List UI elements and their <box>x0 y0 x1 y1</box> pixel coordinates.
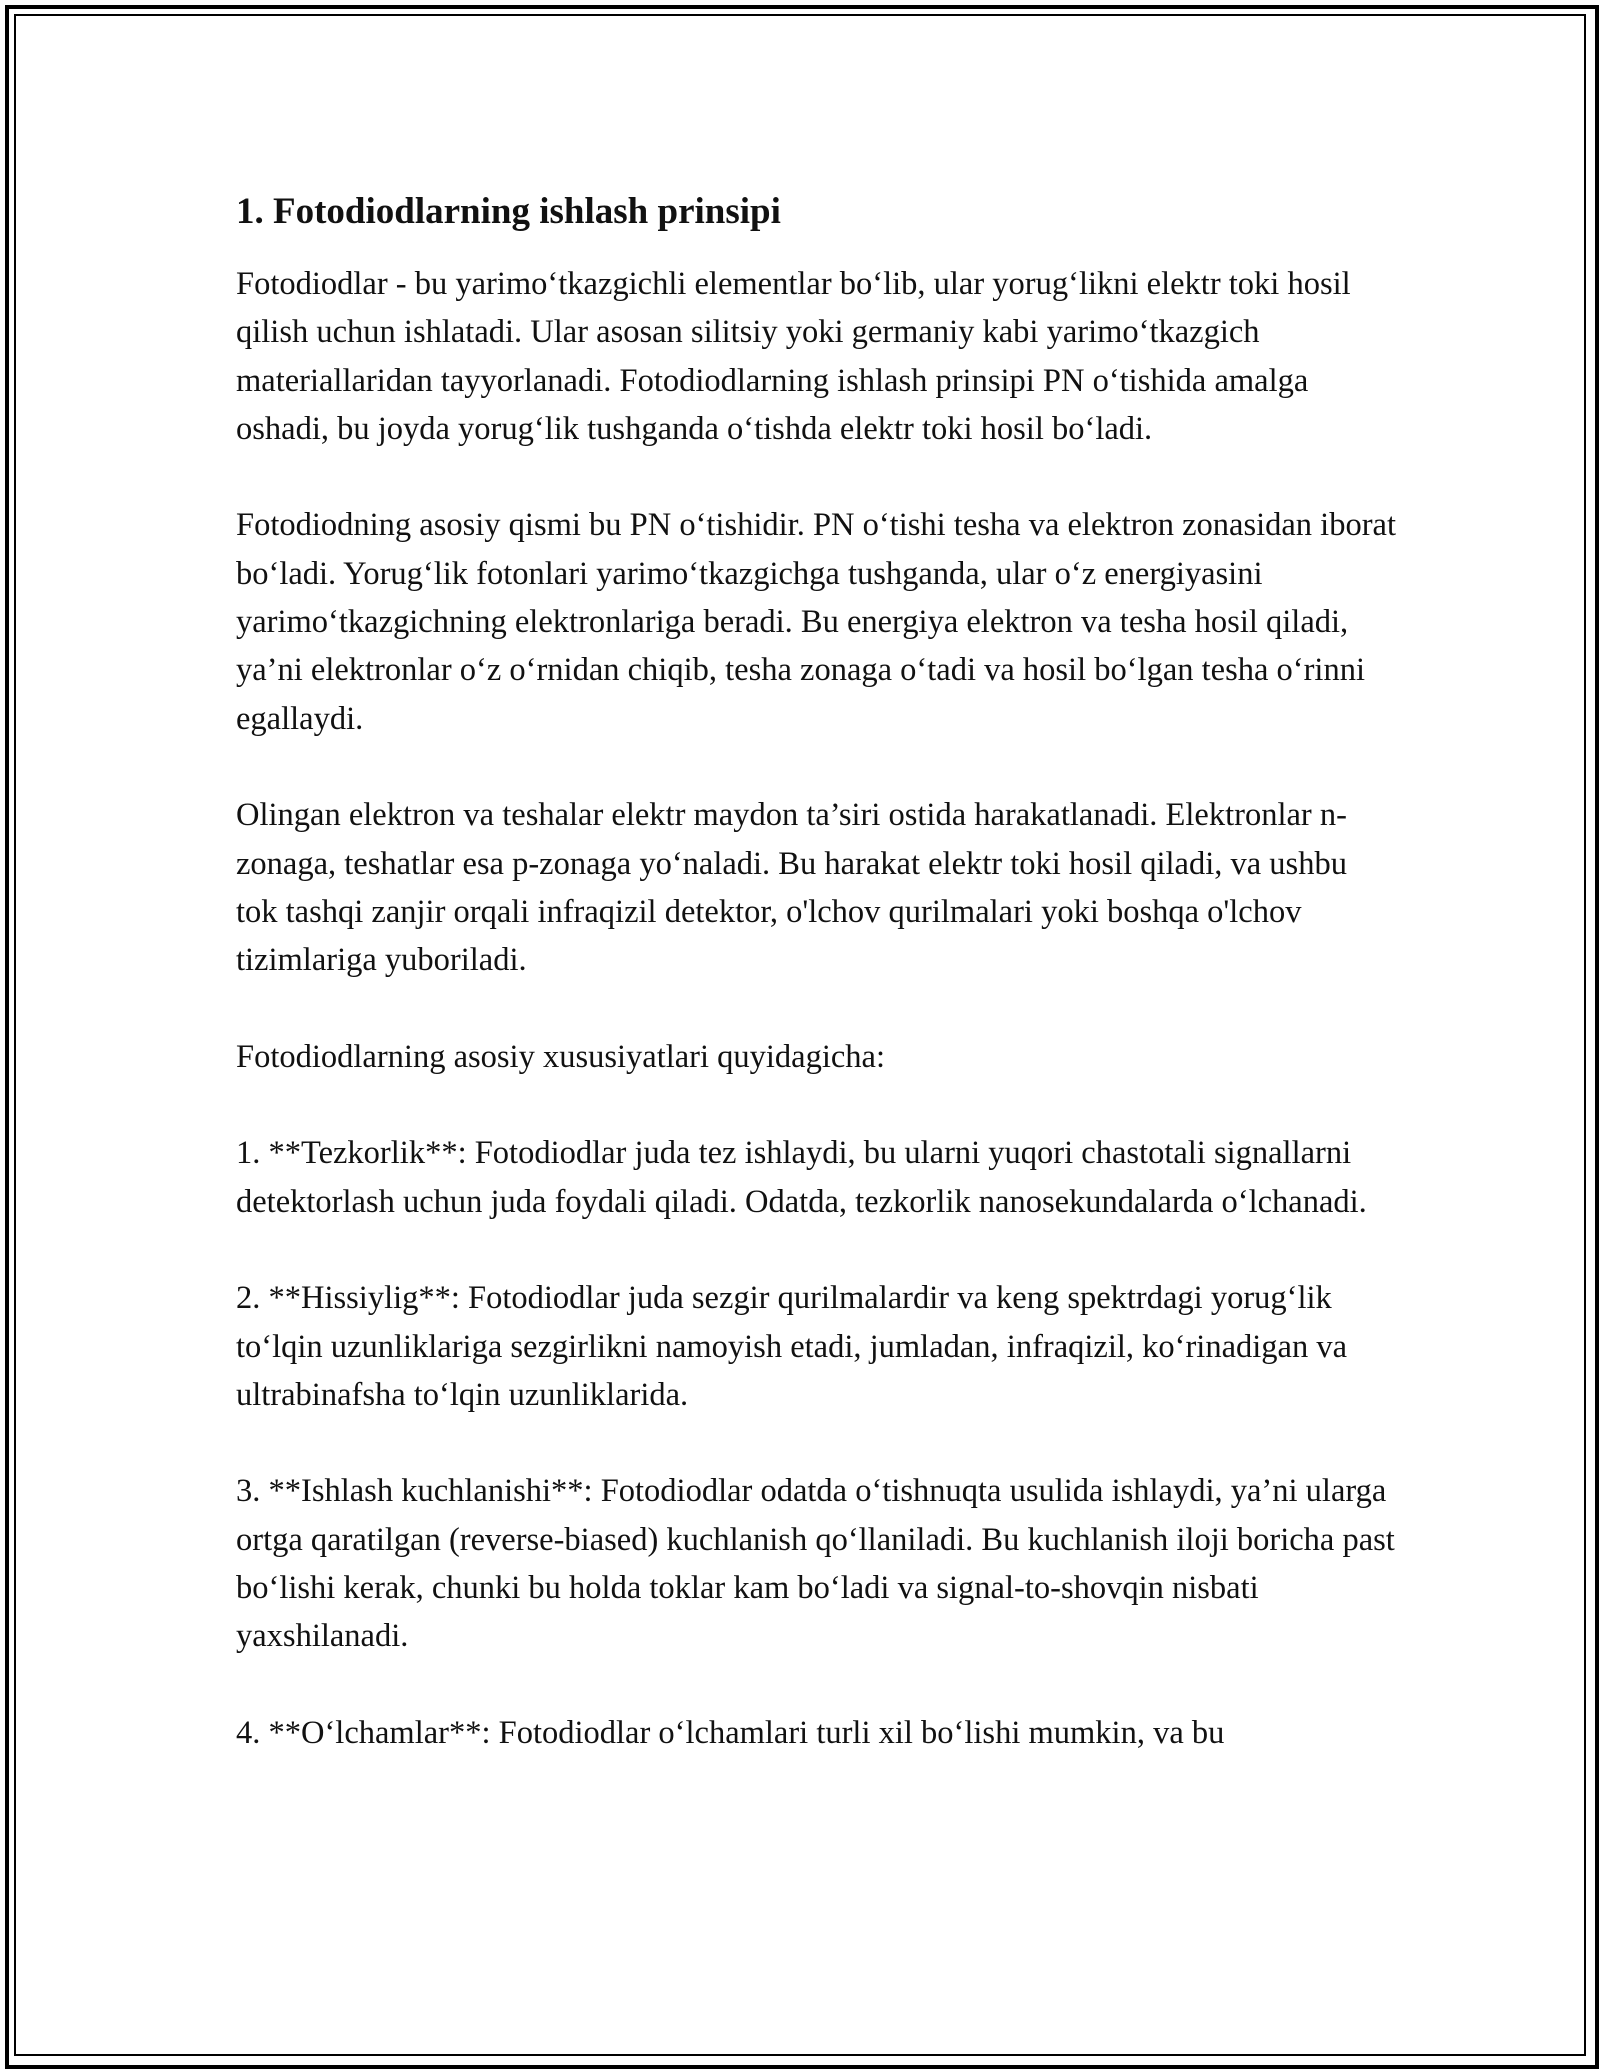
list-item-2: 2. **Hissiylig**: Fotodiodlar juda sezgir qurilmalardir va keng spektrdagi yorug‘lik to‘lqin uzunliklariga sezgirlikni namoyish etadi, jumladan, infraqizil, ko‘rinadigan va ultrabinafsha to‘lqin uzunliklarida. <box>236 1280 1348 1413</box>
paragraph-2: Fotodiodning asosiy qismi bu PN o‘tishidir. PN o‘tishi tesha va elektron zonasidan iborat bo‘ladi. Yorug‘lik fotonlari yarimo‘tkazgichga tushganda, ular o‘z energiyasini yarimo‘tkazgichning elektronlariga beradi. Bu energiya elektron va tesha hosil qiladi, ya’ni elektronlar o‘z o‘rnidan chiqib, tesha zonaga o‘tadi va hosil bo‘lgan tesha o‘rinni egallaydi. <box>236 507 1396 737</box>
section-heading: 1. Fotodiodlarning ishlash prinsipi <box>236 191 781 232</box>
paragraph-1: Fotodiodlar - bu yarimo‘tkazgichli elementlar bo‘lib, ular yorug‘likni elektr toki hosil qilish uchun ishlatadi. Ular asosan silitsiy yoki germaniy kabi yarimo‘tkazgich materiallaridan tayyorlanadi. Fotodiodlarning ishlash prinsipi PN o‘tishida amalga oshadi, bu joyda yorug‘lik tushganda o‘tishda elektr toki hosil bo‘ladi. <box>236 266 1351 447</box>
list-item-1: 1. **Tezkorlik**: Fotodiodlar juda tez ishlaydi, bu ularni yuqori chastotali signallarni detektorlash uchun juda foydali qiladi. Odatda, tezkorlik nanosekundalarda o‘lchanadi. <box>236 1135 1367 1220</box>
paragraph-3: Olingan elektron va teshalar elektr maydon ta’siri ostida harakatlanadi. Elektronlar n-zonaga, teshatlar esa p-zonaga yo‘naladi. Bu harakat elektr toki hosil qiladi, va ushbu tok tashqi zanjir orqali infraqizil detektor, o'lchov qurilmalari yoki boshqa o'lchov tizimlariga yuboriladi. <box>236 797 1347 979</box>
list-item-4: 4. **O‘lchamlar**: Fotodiodlar o‘lchamlari turli xil bo‘lishi mumkin, va bu <box>236 1714 1225 1751</box>
list-item-3: 3. **Ishlash kuchlanishi**: Fotodiodlar odatda o‘tishnuqta usulida ishlaydi, ya’ni ularga ortga qaratilgan (reverse-biased) kuchlanish qo‘llaniladi. Bu kuchlanish iloji boricha past bo‘lishi kerak, chunki bu holda toklar kam bo‘ladi va signal-to-shovqin nisbati yaxshilanadi. <box>236 1473 1395 1655</box>
paragraph-4: Fotodiodlarning asosiy xususiyatlari quyidagicha: <box>236 1038 886 1075</box>
document-body <box>236 188 1396 1757</box>
